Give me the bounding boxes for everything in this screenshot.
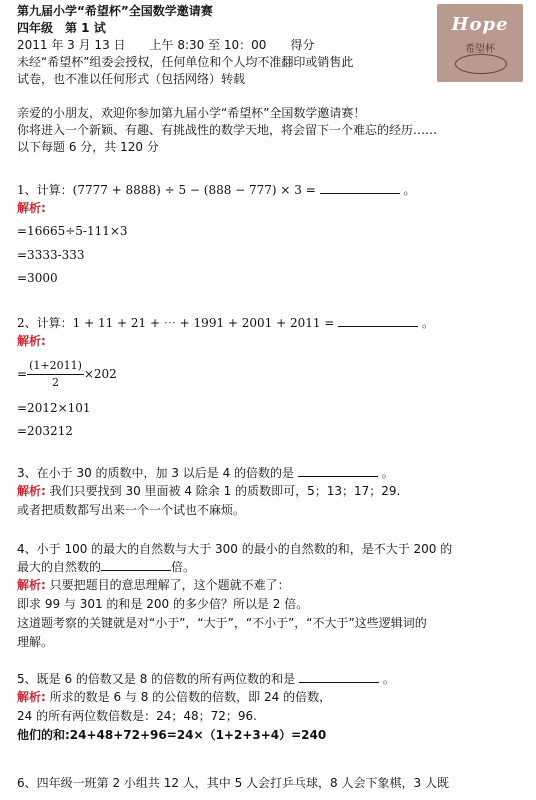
copyright-notice-line1: 未经“希望杯”组委会授权，任何单位和个人均不准翻印或销售此 [17, 55, 354, 69]
q5-analysis-line-2: 24 的所有两位数倍数是：24；48；72；96. [17, 709, 257, 723]
logo-seal-ring [455, 54, 507, 74]
q4-analysis [17, 578, 522, 593]
q3-analysis-line-1: 我们只要找到 30 里面被 4 除余 1 的质数即可，5；13；17；29. [49, 484, 401, 498]
q4-analysis-line-3: 这道题考察的关键就是对“小于”，“大于”，“不小于”，“不大于”这些逻辑词的 [17, 616, 427, 630]
date-time-line: 2011 年 3 月 13 日 上午 8:30 至 10：00 得分 [17, 38, 315, 52]
question-6: 6、四年级一班第 2 小组共 12 人，其中 5 人会打乒乓球，8 人会下象棋，3 人既 [17, 776, 449, 790]
q2-fraction [27, 358, 84, 391]
question-4-line-2 [17, 560, 522, 575]
answer-blank-2 [338, 316, 418, 327]
analysis-label-1: 解析: [17, 201, 46, 215]
analysis-label-5: 解析: [17, 690, 46, 704]
analysis-label-4: 解析: [17, 578, 46, 592]
answer-blank-3 [298, 466, 378, 477]
hope-cup-logo [437, 4, 523, 82]
copyright-notice-line2: 试卷，也不准以任何形式（包括网络）转载 [17, 72, 246, 86]
q2-step-1-suffix: ×202 [83, 367, 117, 381]
q5-analysis-line-3: 他们的和:24+48+72+96=24×（1+2+3+4）=240 [17, 728, 327, 742]
q1-step-2: =3333-333 [17, 248, 85, 262]
question-2 [17, 316, 522, 331]
logo-sub-text: 希望杯 [465, 44, 495, 55]
q1-step-1: =16665÷5-111×3 [17, 224, 128, 238]
q2-step-1 [17, 358, 437, 391]
q4-analysis-line-1: 只要把题目的意思理解了，这个题就不难了： [49, 578, 290, 592]
q1-step-3: =3000 [17, 271, 58, 285]
question-5-end: 。 [382, 672, 395, 686]
question-4-end: 倍。 [171, 560, 196, 574]
question-1-end: 。 [403, 183, 416, 197]
q4-analysis-line-2: 即求 99 与 301 的和是 200 的多少倍？所以是 2 倍。 [17, 597, 309, 611]
grade-and-round: 四年级 第 1 试 [17, 21, 106, 35]
q2-step-1-prefix: = [17, 367, 28, 381]
analysis-label-2: 解析: [17, 334, 46, 348]
q3-analysis-line-2: 或者把质数都写出来一个一个试也不麻烦。 [17, 503, 246, 517]
intro-line-2: 你将进入一个新颖、有趣、有挑战性的数学天地，将会留下一个难忘的经历…… [17, 123, 438, 137]
question-1 [17, 183, 522, 198]
question-4-line-1: 4、小于 100 的最大的自然数与大于 300 的最小的自然数的和，是不大于 200 的 [17, 542, 453, 556]
question-3 [17, 466, 522, 481]
q5-analysis [17, 690, 522, 705]
question-3-end: 。 [381, 466, 394, 480]
q2-step-2: =2012×101 [17, 401, 91, 415]
answer-blank-4 [101, 560, 171, 571]
analysis-label-3: 解析: [17, 484, 46, 498]
question-1-text: 1、计算：(7777 + 8888) ÷ 5 − (888 − 777) × 3 = [17, 183, 316, 197]
question-2-text: 2、计算：1 + 11 + 21 + ⋯ + 1991 + 2001 + 2011 = [17, 316, 335, 330]
logo-brand-text: Hope [451, 14, 509, 35]
q2-fraction-denominator: 2 [51, 376, 59, 389]
question-4-text-2: 最大的自然数的 [17, 560, 102, 574]
answer-blank-5 [299, 672, 379, 683]
question-5 [17, 672, 522, 687]
q2-step-3: =203212 [17, 424, 73, 438]
question-2-end: 。 [422, 316, 435, 330]
exam-title: 第九届小学“希望杯”全国数学邀请赛 [17, 4, 213, 18]
question-5-text: 5、既是 6 的倍数又是 8 的倍数的所有两位数的和是 [17, 672, 296, 686]
q5-analysis-line-1: 所求的数是 6 与 8 的公倍数的倍数，即 24 的倍数， [49, 690, 332, 704]
q2-fraction-numerator: (1+2011) [27, 358, 84, 375]
answer-blank-1 [320, 183, 400, 194]
intro-line-1: 亲爱的小朋友，欢迎你参加第九届小学“希望杯”全国数学邀请赛！ [17, 106, 366, 120]
intro-line-3: 以下每题 6 分，共 120 分 [17, 140, 159, 154]
q3-analysis [17, 484, 522, 499]
q4-analysis-line-4: 理解。 [17, 635, 54, 649]
question-3-text: 3、在小于 30 的质数中，加 3 以后是 4 的倍数的是 [17, 466, 295, 480]
